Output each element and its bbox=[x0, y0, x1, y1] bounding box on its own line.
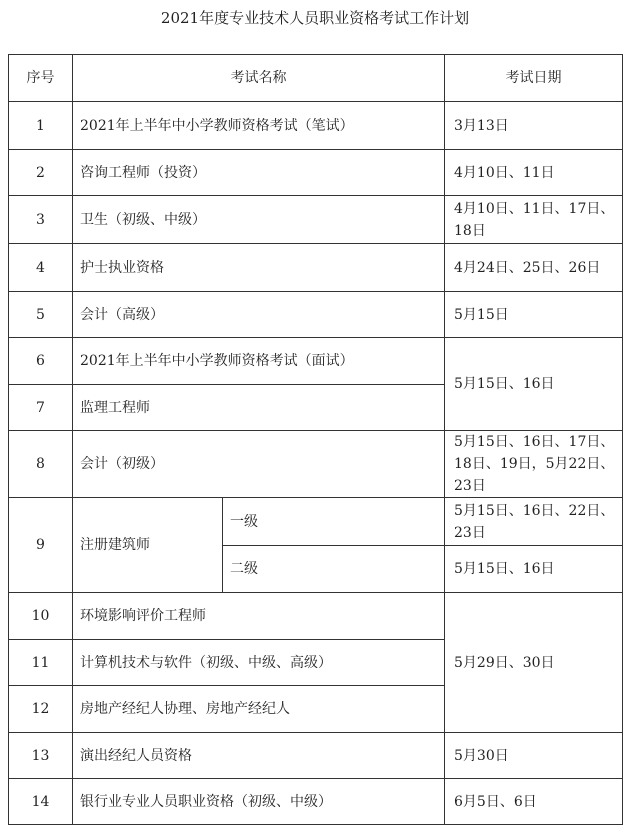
row-number: 1 bbox=[9, 102, 73, 150]
header-name: 考试名称 bbox=[73, 55, 445, 102]
exam-name: 环境影响评价工程师 bbox=[73, 593, 445, 640]
table-row bbox=[9, 498, 623, 546]
row-number: 12 bbox=[9, 686, 73, 733]
row-number: 14 bbox=[9, 779, 73, 825]
exam-name: 演出经纪人员资格 bbox=[73, 733, 445, 779]
exam-name: 计算机技术与软件（初级、中级、高级） bbox=[73, 640, 445, 686]
table-row bbox=[9, 338, 623, 385]
exam-name: 注册建筑师 bbox=[73, 498, 223, 593]
row-number: 4 bbox=[9, 244, 73, 292]
table-row bbox=[9, 779, 623, 825]
row-number: 3 bbox=[9, 196, 73, 244]
row-number: 10 bbox=[9, 593, 73, 640]
exam-name: 银行业专业人员职业资格（初级、中级） bbox=[73, 779, 445, 825]
exam-date: 6月5日、6日 bbox=[445, 779, 623, 825]
table-header-row bbox=[9, 55, 623, 102]
exam-date: 5月15日、16日 bbox=[445, 338, 623, 431]
row-number: 11 bbox=[9, 640, 73, 686]
table-row bbox=[9, 292, 623, 338]
row-number: 8 bbox=[9, 431, 73, 498]
exam-name: 会计（高级） bbox=[73, 292, 445, 338]
table-row bbox=[9, 431, 623, 498]
row-number: 5 bbox=[9, 292, 73, 338]
page-title: 2021年度专业技术人员职业资格考试工作计划 bbox=[160, 9, 470, 27]
exam-name: 房地产经纪人协理、房地产经纪人 bbox=[73, 686, 445, 733]
exam-date: 4月10日、11日、17日、18日 bbox=[445, 196, 623, 244]
exam-name: 会计（初级） bbox=[73, 431, 445, 498]
header-no: 序号 bbox=[9, 55, 73, 102]
table-row bbox=[9, 196, 623, 244]
row-number: 9 bbox=[9, 498, 73, 593]
table-row bbox=[9, 733, 623, 779]
exam-date: 5月15日、16日、17日、18日、19日，5月22日、23日 bbox=[445, 431, 623, 498]
exam-name: 监理工程师 bbox=[73, 385, 445, 431]
exam-name: 2021年上半年中小学教师资格考试（笔试） bbox=[73, 102, 445, 150]
exam-name: 护士执业资格 bbox=[73, 244, 445, 292]
table-row bbox=[9, 102, 623, 150]
exam-date: 5月29日、30日 bbox=[445, 593, 623, 733]
exam-name: 卫生（初级、中级） bbox=[73, 196, 445, 244]
row-number: 6 bbox=[9, 338, 73, 385]
header-date: 考试日期 bbox=[445, 55, 623, 102]
exam-sub-level: 一级 bbox=[223, 498, 445, 546]
row-number: 13 bbox=[9, 733, 73, 779]
table-row bbox=[9, 593, 623, 640]
row-number: 2 bbox=[9, 150, 73, 196]
exam-schedule-table bbox=[8, 54, 623, 825]
exam-sub-level: 二级 bbox=[223, 546, 445, 593]
exam-date: 3月13日 bbox=[445, 102, 623, 150]
exam-name: 2021年上半年中小学教师资格考试（面试） bbox=[73, 338, 445, 385]
exam-date: 5月15日 bbox=[445, 292, 623, 338]
row-number: 7 bbox=[9, 385, 73, 431]
exam-date: 4月10日、11日 bbox=[445, 150, 623, 196]
table-row bbox=[9, 244, 623, 292]
exam-name: 咨询工程师（投资） bbox=[73, 150, 445, 196]
exam-date: 5月30日 bbox=[445, 733, 623, 779]
exam-date: 5月15日、16日 bbox=[445, 546, 623, 593]
table-row bbox=[9, 150, 623, 196]
exam-date: 5月15日、16日、22日、23日 bbox=[445, 498, 623, 546]
exam-date: 4月24日、25日、26日 bbox=[445, 244, 623, 292]
